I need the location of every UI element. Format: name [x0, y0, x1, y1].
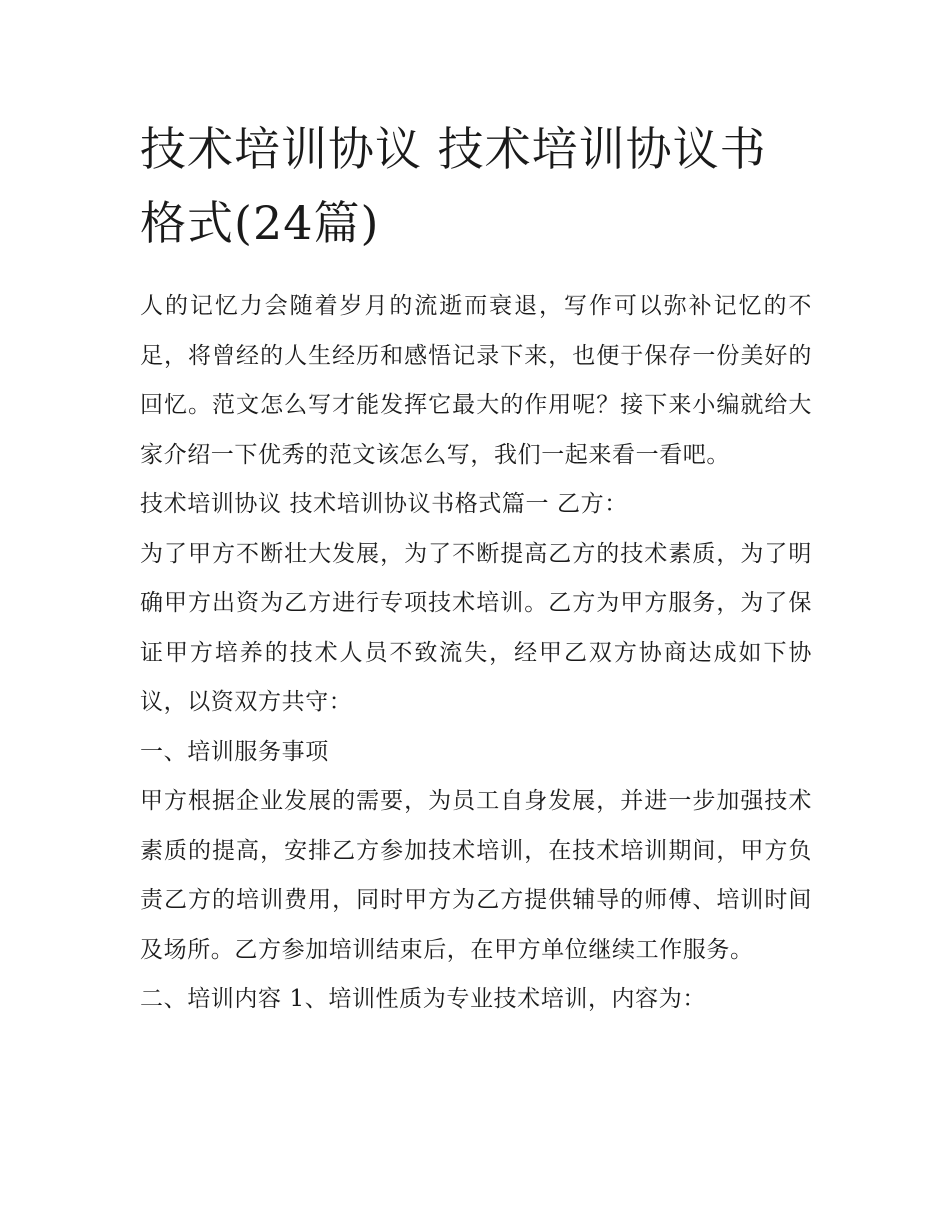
intro-paragraph: 人的记忆力会随着岁月的流逝而衰退，写作可以弥补记忆的不足，将曾经的人生经历和感悟记录下来，也便于保存一份美好的回忆。范文怎么写才能发挥它最大的作用呢？接下来小编就给大家介绍一下优秀的范文该怎么写，我们一起来看一看吧。 [140, 293, 812, 468]
preamble-paragraph: 为了甲方不断壮大发展，为了不断提高乙方的技术素质，为了明确甲方出资为乙方进行专项技术培训。乙方为甲方服务，为了保证甲方培养的技术人员不致流失，经甲乙双方协商达成如下协议，以资双方共守： [140, 540, 812, 715]
document-title: 技术培训协议 技术培训协议书格式(24篇) [140, 122, 767, 250]
training-items-paragraph: 甲方根据企业发展的需要，为员工自身发展，并进一步加强技术素质的提高，安排乙方参加技术培训，在技术培训期间，甲方负责乙方的培训费用，同时甲方为乙方提供辅导的师傅、培训时间及场所。乙方参加培训结束后，在甲方单位继续工作服务。 [140, 788, 812, 963]
section-heading-training-content: 二、培训内容 1、培训性质为专业技术培训，内容为： [140, 986, 706, 1012]
document-page [140, 112, 812, 1025]
section-heading-part-one: 技术培训协议 技术培训协议书格式篇一 乙方： [140, 491, 628, 517]
section-heading-training-items: 一、培训服务事项 [140, 738, 329, 765]
